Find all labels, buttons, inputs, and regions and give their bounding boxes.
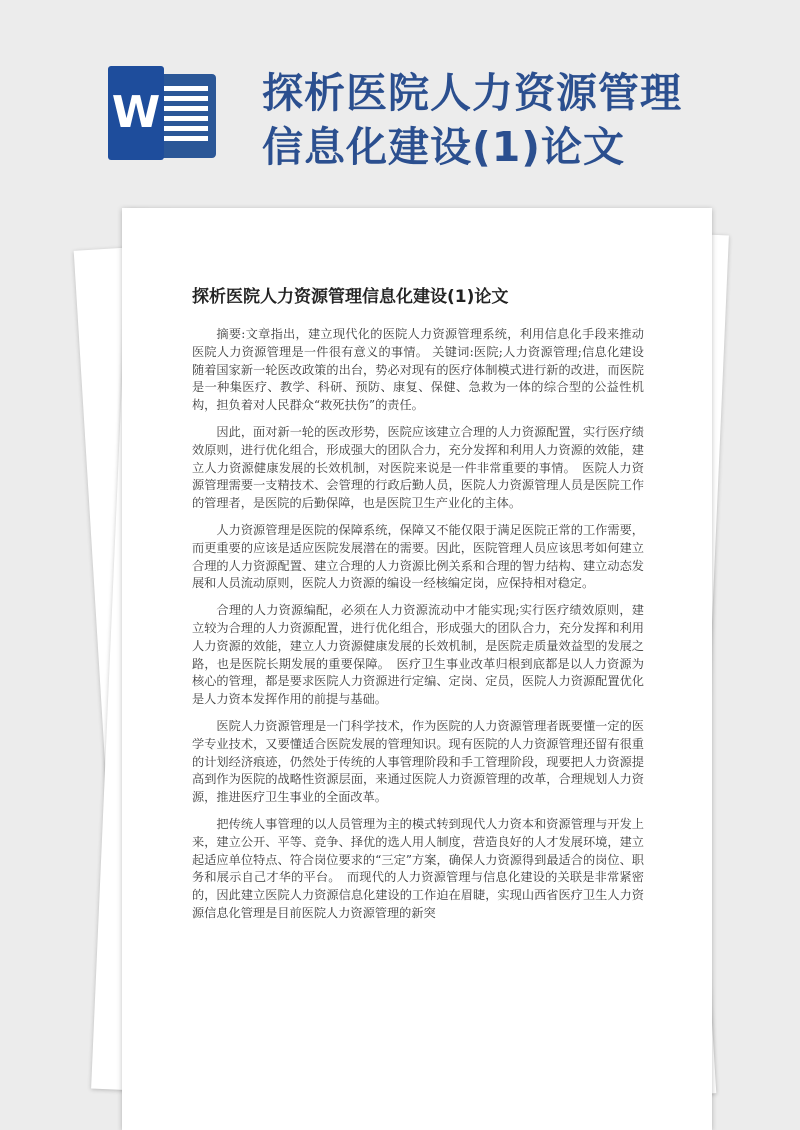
- word-document-icon: [108, 66, 218, 160]
- body-paragraph: 合理的人力资源编配，必须在人力资源流动中才能实现;实行医疗绩效原则，建立较为合理的人力资源配置，进行优化组合，形成强大的团队合力，充分发挥和利用人力资源的效能，建立人力资源健康发展的长效机制，是医院走质量效益型的发展之路，也是医院长期发展的重要保障。 医疗卫生事业改革归根到底都是以人力资源为核心的管理，都是要求医院人力资源进行定编、定岗、定员，医院人力资源配置优化是人力资本发挥作用的前提与基础。: [192, 603, 644, 707]
- word-doc-line: [164, 126, 208, 131]
- word-doc-line: [164, 96, 208, 101]
- header-banner: [0, 0, 800, 190]
- body-paragraph: 人力资源管理是医院的保障系统，保障又不能仅限于满足医院正常的工作需要，而更重要的应该是适应医院发展潜在的需要。因此，医院管理人员应该思考如何建立合理的人力资源配置、建立合理的人力资源比例关系和合理的智力结构、建立动态发展和人员流动原则，医院人力资源的编设一经核编定岗，应保持相对稳定。: [192, 522, 644, 591]
- page-title: [262, 66, 782, 174]
- word-doc-line: [164, 86, 208, 91]
- word-letter-w: W: [108, 66, 164, 160]
- body-paragraph: 因此，面对新一轮的医改形势，医院应该建立合理的人力资源配置，实行医疗绩效原则，进行优化组合，形成强大的团队合力，充分发挥和利用人力资源的效能，建立人力资源健康发展的长效机制，对医院来说是一件非常重要的事情。 医院人力资源管理需要一支精技术、会管理的行政后勤人员，医院人力资源管理人员是医院工作的管理者，是医院的后勤保障，也是医院卫生产业化的主体。: [192, 424, 644, 511]
- word-doc-line: [164, 106, 208, 111]
- body-paragraph: 医院人力资源管理是一门科学技术，作为医院的人力资源管理者既要懂一定的医学专业技术，又要懂适合医院发展的管理知识。现有医院的人力资源管理还留有很重的计划经济痕迹，仍然处于传统的人事管理阶段和手工管理阶段，现要把人力资源提高到作为医院的战略性资源层面，来通过医院人力资源管理的改革，合理规划人力资源，推进医疗卫生事业的全面改革。: [192, 718, 644, 805]
- document-body: [192, 326, 669, 932]
- page-title-line-2: 信息化建设(1)论文: [262, 123, 626, 171]
- page-title-line-1: 探析医院人力资源管理: [262, 69, 682, 117]
- document-title: 探析医院人力资源管理信息化建设(1)论文: [192, 287, 509, 307]
- body-paragraph: 把传统人事管理的以人员管理为主的模式转到现代人力资本和资源管理与开发上来，建立公开、平等、竞争、择优的选人用人制度，营造良好的人才发展环境，建立起适应单位特点、符合岗位要求的“三定”方案，确保人力资源得到最适合的岗位、职务和展示自己才华的平台。 而现代的人力资源管理与信息化建设的关联是非常紧密的，因此建立医院人力资源信息化建设的工作迫在眉睫，实现山西省医疗卫生人力资源信息化管理是目前医院人力资源管理的新突: [192, 816, 644, 920]
- word-doc-line: [164, 116, 208, 121]
- word-doc-line: [164, 136, 208, 141]
- body-paragraph: 摘要:文章指出，建立现代化的医院人力资源管理系统，利用信息化手段来推动医院人力资源管理是一件很有意义的事情。 关键词:医院;人力资源管理;信息化建设 随着国家新一轮医改政策的出台，势必对现有的医疗体制模式进行新的改进，而医院是一种集医疗、教学、科研、预防、康复、保健、急救为一体的综合型的公益性机构，担负着对人民群众“救死扶伤”的责任。: [192, 327, 669, 413]
- document-page: [122, 208, 712, 1130]
